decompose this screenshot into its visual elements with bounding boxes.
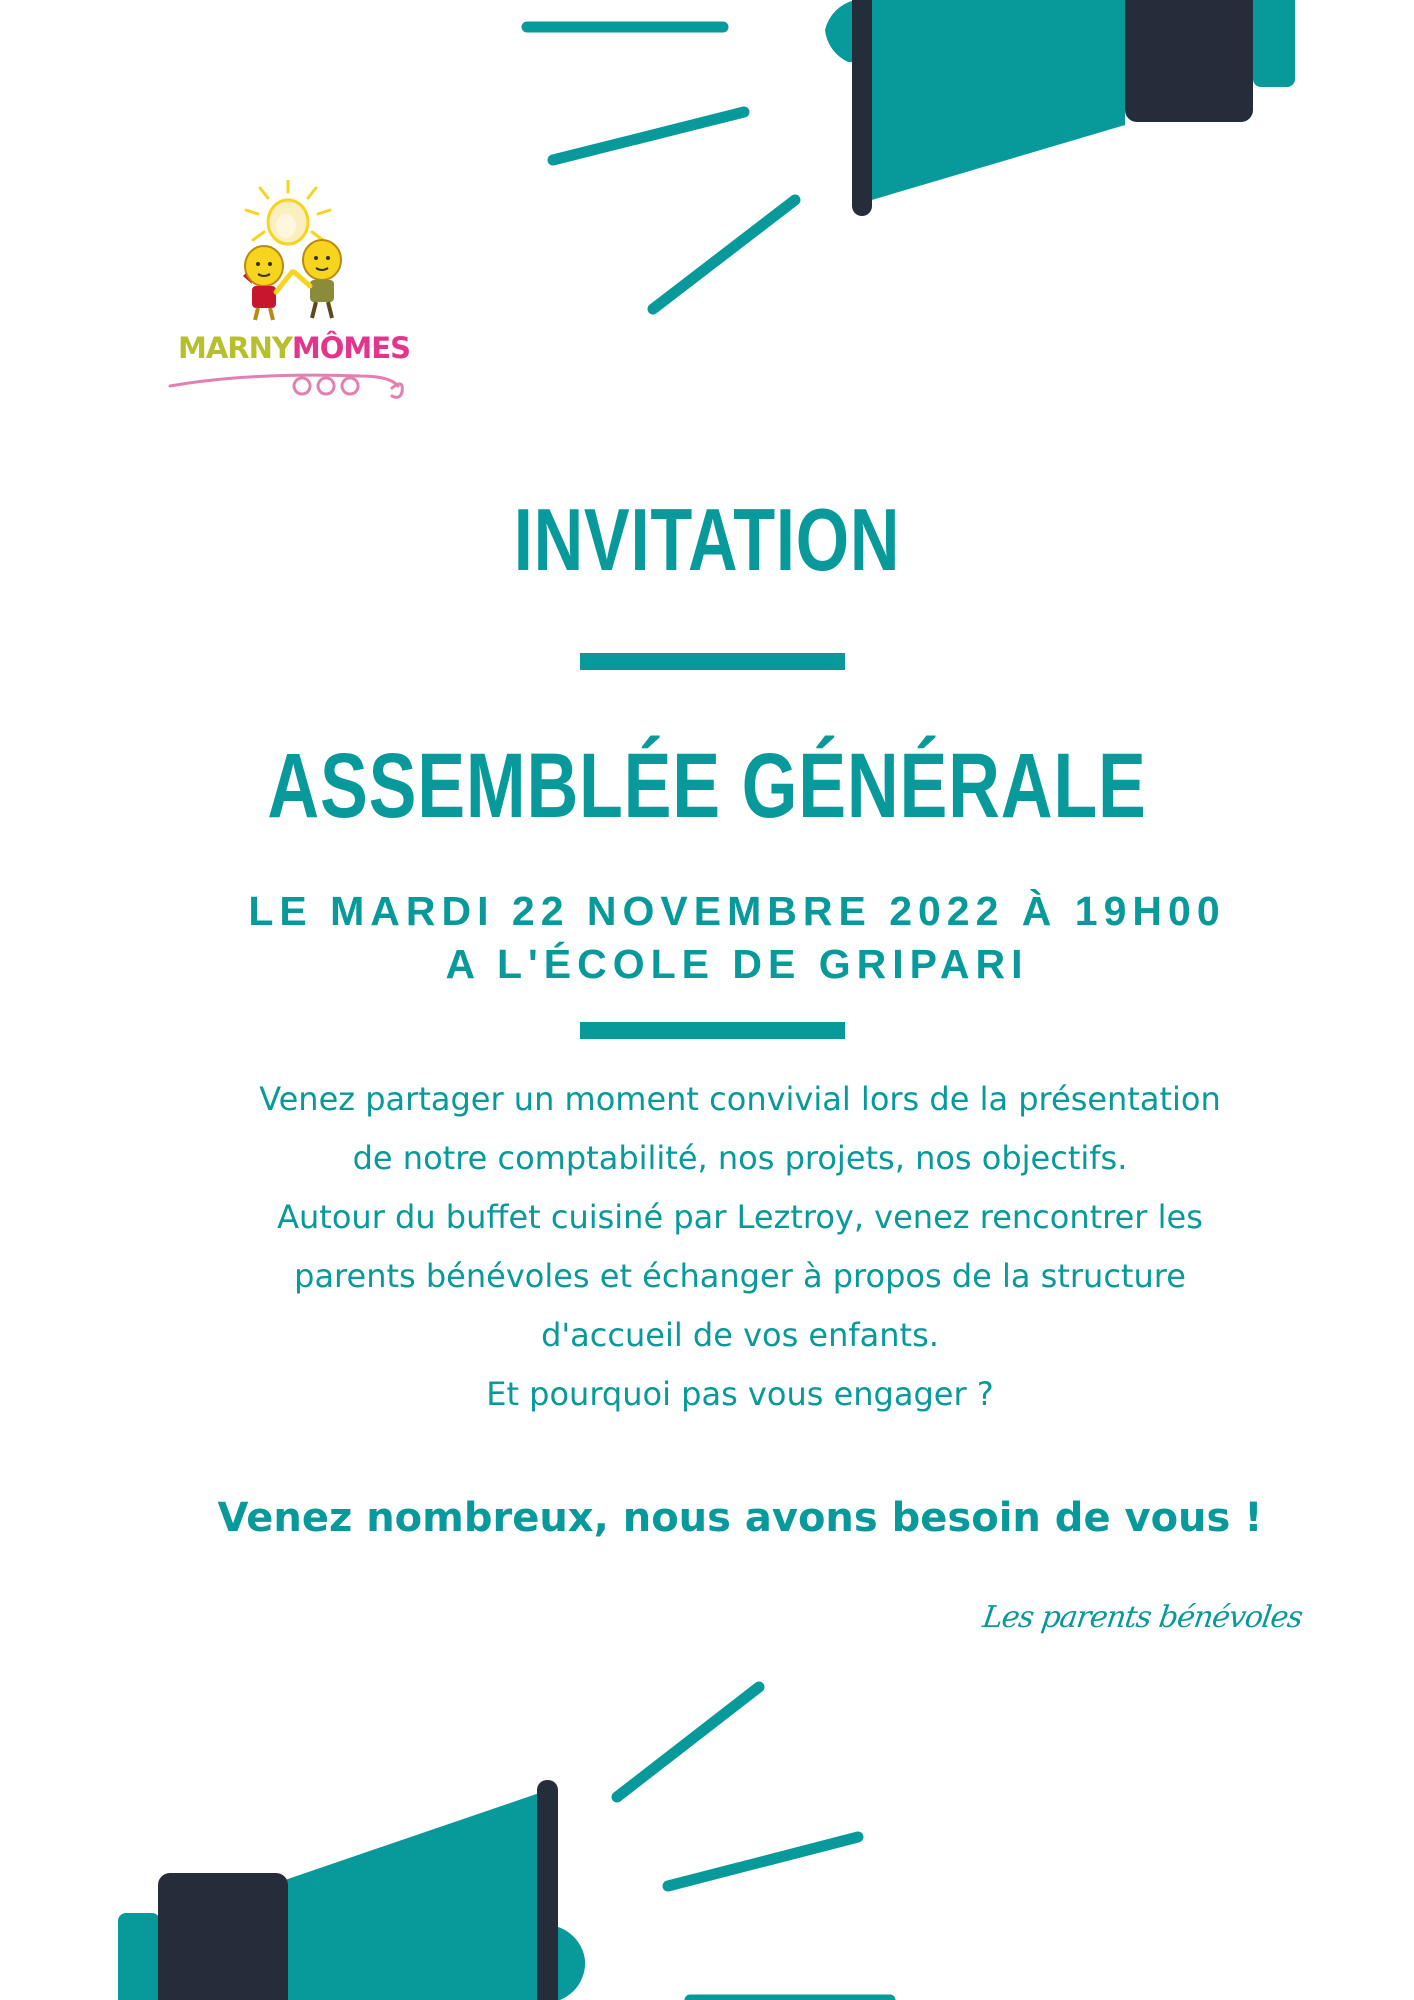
event-location: A L'ÉCOLE DE GRIPARI	[445, 941, 1029, 987]
signature: Les parents bénévoles	[980, 1600, 1305, 1635]
body-line: d'accueil de vos enfants.	[541, 1316, 939, 1354]
event-details	[0, 885, 1414, 991]
marnymomes-logo	[160, 180, 430, 420]
body-line: parents bénévoles et échanger à propos de la structure	[294, 1257, 1186, 1295]
child-left-icon	[243, 246, 292, 320]
logo-text-marny: MARNY	[178, 331, 292, 365]
invitation-body	[150, 1070, 1330, 1424]
body-line: de notre comptabilité, nos projets, nos objectifs.	[352, 1139, 1128, 1177]
divider-top	[580, 653, 845, 670]
body-line: Et pourquoi pas vous engager ?	[486, 1375, 994, 1413]
event-date: LE MARDI 22 NOVEMBRE 2022 À 19H00	[248, 888, 1226, 934]
divider-bottom	[580, 1022, 845, 1039]
body-line: Autour du buffet cuisiné par Leztroy, venez rencontrer les	[277, 1198, 1203, 1236]
svg-text:MARNYMÔMES	[178, 331, 410, 365]
sun-icon	[246, 180, 330, 244]
child-right-icon	[294, 240, 341, 318]
logo-text-momes: MÔMES	[291, 331, 410, 365]
body-line: Venez partager un moment convivial lors de la présentation	[259, 1080, 1221, 1118]
swirl-icon	[170, 375, 402, 397]
call-to-action: Venez nombreux, nous avons besoin de vous !	[217, 1495, 1263, 1541]
page-title: INVITATION	[513, 490, 901, 589]
assembly-title: ASSEMBLÉE GÉNÉRALE	[267, 735, 1147, 837]
